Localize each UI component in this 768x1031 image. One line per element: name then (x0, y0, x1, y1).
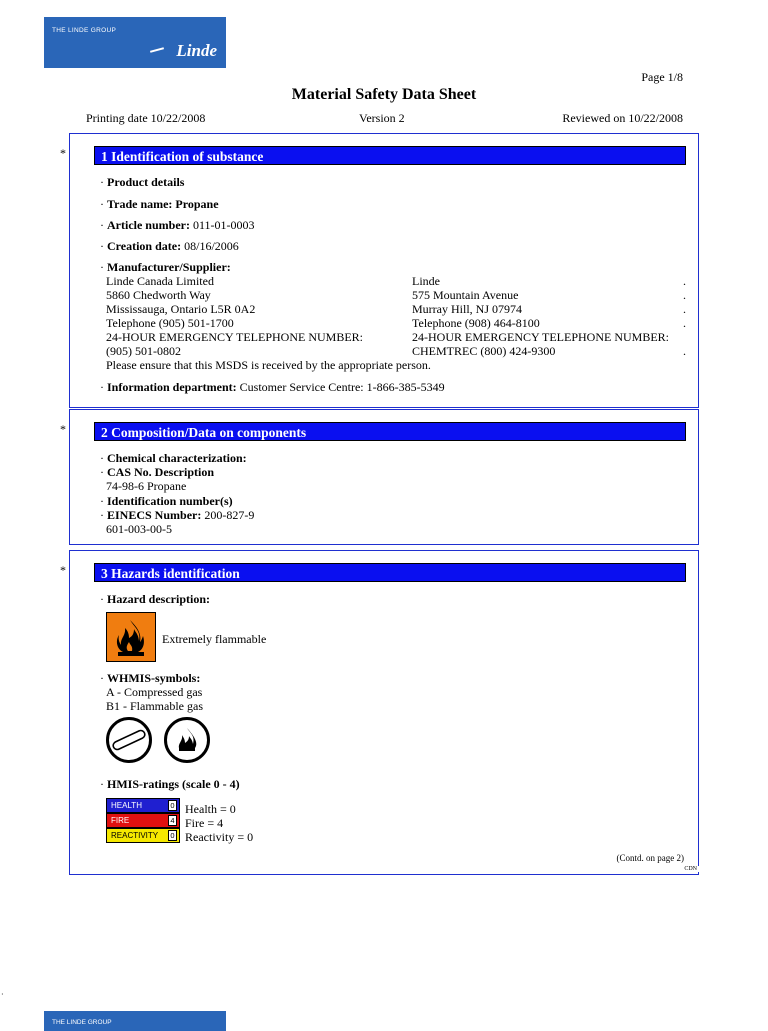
article-number: · Article number: 011-01-0003 (100, 218, 255, 232)
hmis-rating-label (106, 798, 180, 843)
page-number: Page 1/8 (641, 70, 683, 84)
right-address-line: 24-HOUR EMERGENCY TELEPHONE NUMBER: (412, 330, 669, 344)
section3-star: * (60, 563, 66, 577)
hmis-fire-value: 4 (168, 815, 177, 826)
hmis-health-row (106, 798, 180, 813)
flammable-gas-icon (164, 717, 210, 763)
whmis-a: A - Compressed gas (106, 685, 203, 699)
right-address-line: Telephone (908) 464-8100 (412, 316, 540, 330)
margin-dot: · (1, 990, 4, 999)
logo-swoosh (150, 47, 164, 53)
logo-brand: Linde (176, 41, 217, 60)
compressed-gas-icon (106, 717, 152, 763)
trailing-dot: . (683, 302, 686, 316)
version: Version 2 (359, 111, 405, 125)
trailing-dot: . (683, 344, 686, 358)
flame-hazard-icon (106, 612, 156, 662)
right-address-line: Linde (412, 274, 440, 288)
cas-description: · CAS No. Description (100, 465, 214, 479)
health-text: Health = 0 (185, 802, 236, 816)
einecs-number: · EINECS Number: 200-827-9 (100, 508, 255, 522)
whmis-label: · WHMIS-symbols: (100, 671, 201, 685)
identification-numbers: · Identification number(s) (100, 494, 233, 508)
reviewed-date: Reviewed on 10/22/2008 (562, 111, 683, 125)
section2-header: 2 Composition/Data on components (94, 422, 686, 441)
msds-notice: Please ensure that this MSDS is received by the appropriate person. (106, 358, 431, 372)
continued-note: (Contd. on page 2) (616, 853, 684, 863)
right-address-line: 575 Mountain Avenue (412, 288, 519, 302)
chemical-characterization: · Chemical characterization: (100, 451, 247, 465)
section2-box (69, 409, 699, 545)
left-address-line: 24-HOUR EMERGENCY TELEPHONE NUMBER: (106, 330, 363, 344)
section2-star: * (60, 422, 66, 436)
printing-date: Printing date 10/22/2008 (86, 111, 206, 125)
section3-header: 3 Hazards identification (94, 563, 686, 582)
hmis-fire-label: FIRE (111, 816, 130, 825)
right-address-line: Murray Hill, NJ 07974 (412, 302, 522, 316)
whmis-b1: B1 - Flammable gas (106, 699, 203, 713)
left-address-line: 5860 Chedworth Way (106, 288, 211, 302)
information-department: · Information department: Customer Service Centre: 1-866-385-5349 (100, 380, 445, 394)
page-title: Material Safety Data Sheet (291, 86, 477, 103)
hmis-fire-row (106, 813, 180, 828)
reactivity-text: Reactivity = 0 (185, 830, 254, 844)
flammable-text: Extremely flammable (162, 632, 267, 646)
trailing-dot: . (683, 288, 686, 302)
cas-value: 74-98-6 Propane (106, 479, 187, 493)
product-details: · Product details (100, 175, 185, 189)
left-address-line: Linde Canada Limited (106, 274, 214, 288)
hmis-reactivity-label: REACTIVITY (111, 831, 159, 840)
left-address-line: Mississauga, Ontario L5R 0A2 (106, 302, 256, 316)
hmis-health-value: 0 (168, 800, 177, 811)
section1-box (69, 133, 699, 408)
linde-logo (44, 17, 226, 68)
hmis-label: · HMIS-ratings (scale 0 - 4) (100, 777, 240, 791)
fire-text: Fire = 4 (185, 816, 224, 830)
manufacturer-label: · Manufacturer/Supplier: (100, 260, 231, 274)
footer-linde-logo (44, 1011, 226, 1031)
hmis-health-label: HEALTH (111, 801, 142, 810)
section1-star: * (60, 146, 66, 160)
trade-name: · Trade name: Propane (100, 197, 219, 211)
trailing-dot: . (683, 316, 686, 330)
section1-header: 1 Identification of substance (94, 146, 686, 165)
creation-date: · Creation date: 08/16/2006 (100, 239, 239, 253)
left-address-line: (905) 501-0802 (106, 344, 181, 358)
trailing-dot: . (683, 274, 686, 288)
cdn-label: CDN (684, 866, 697, 872)
logo-group-text: THE LINDE GROUP (52, 27, 117, 34)
right-address-line: CHEMTREC (800) 424-9300 (412, 344, 556, 358)
left-address-line: Telephone (905) 501-1700 (106, 316, 234, 330)
section3-box (69, 550, 699, 875)
hmis-reactivity-row (106, 828, 180, 843)
hazard-description: · Hazard description: (100, 592, 210, 606)
index-number: 601-003-00-5 (106, 522, 172, 536)
hmis-reactivity-value: 0 (168, 830, 177, 841)
footer-logo-group-text: THE LINDE GROUP (52, 1019, 112, 1026)
